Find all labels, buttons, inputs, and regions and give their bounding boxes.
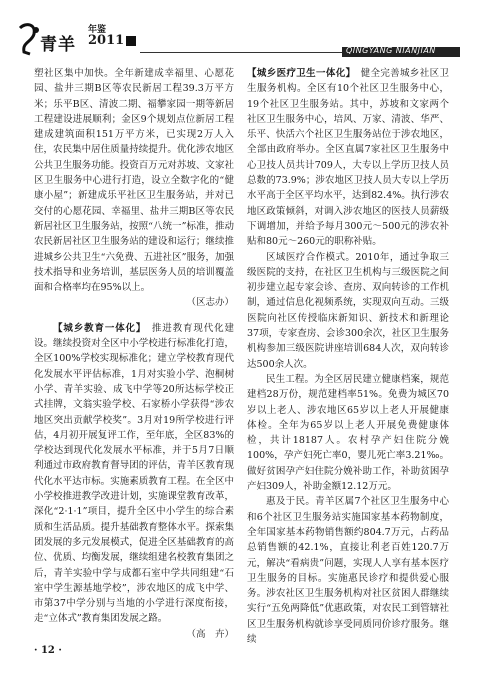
left-paragraph-2-text: 推进教育现代化建设。继续投资对全区中小学校进行标准化打造，全区100%学校实现标准化；建立学校教育现代化发展水平评估标准，1月对实验小学、泡桐树小学、青羊实验、成飞中学等20所达标学校正式挂牌，文翁实验学校、石家桥小学获得“涉农地区突出贡献学校奖”。3月对19所学校进行评估，4月初开展复评工作，至年底，全区83%的学校达到现代化发展水平标准，并于5月7日顺利通过市政府教育督导团的评估，青羊区教育现代化水平达市标。实施素质教育工程。在全区中小学校推进教学改进计划，实施课堂教育改革，深化“2·1·1”项目，提升全区中小学生的综合素质和生活品质。提升基础教育整体水平。探索集团发展的多元发展模式，促进全区基础教育的高位、优质、均衡发展，继续组建名校教育集团之后，青羊实验中学与成都石室中学共同组建“石室中学生源基地学校”，涉农地区的成飞中学、市第37中学分别与当地的小学进行深度衔接，走“立体式”教育集团发展之路。: [34, 322, 234, 625]
right-paragraph-2: 区域医疗合作模式。2010年，通过争取三级医院的支持，在社区卫生机构与三级医院之间初步建立起专家会诊、查房、双向转诊的工作机制，通过信息化视频系统，实现双向互动。三级医院向社区传授临床新知识、新技术和新理论37项，专家查房、会诊300余次，社区卫生服务机构参加三级医院讲座培训684人次，双向转诊达500余人次。: [247, 251, 449, 370]
section-title-health: 【城乡医疗卫生一体化】: [247, 68, 351, 79]
brand-label: 年鉴: [88, 25, 107, 35]
header-band-text: QINGYANG NIANJIAN: [346, 46, 436, 55]
right-paragraph-3: 民生工程。为全区居民建立健康档案，规范建档28万份，规范建档率51%。免费为城区70岁以上老人、涉农地区65岁以上老人开展健康体检。全年为65岁以上老人开展免费健康体检，共计18187人。农村孕产妇住院分娩100%，孕产妇死亡率0，婴儿死亡率3.21‰。做好贫困孕产妇住院分娩补助工作，补助贫困孕产妇309人，补助金额12.12万元。: [247, 373, 449, 493]
left-signature-2: （高 卉）: [186, 628, 234, 640]
brand-mark: [126, 36, 136, 46]
brand-logo-icon: [14, 20, 144, 60]
right-paragraph-4: 惠及于民。青羊区属7个社区卫生服务中心和6个社区卫生服务站实施国家基本药物制度，全年国家基本药物销售额约804.7万元，占药品总销售额的42.1%，直接让利老百姓120.7万元，解决“看病贵”问题，实现人人享有基本医疗卫生服务的目标。实施惠民诊疗和提供爱心服务。涉农社区卫生服务机构对社区贫困人群继续实行“五免两降低”优惠政策，对农民工到管辖社区卫生服务机构就诊享受同质同价诊疗服务。继续: [247, 496, 449, 645]
left-paragraph-2: [34, 321, 234, 627]
page-number: · 12 ·: [34, 645, 62, 656]
right-paragraph-1: [247, 66, 449, 250]
section-title-education: 【城乡教育一体化】: [53, 322, 142, 334]
left-paragraph-1: 塑社区集中加快。全年新建成幸福里、心愿花园、盐井三期B区等农民新居工程39.3万平方米；乐平B区、清波二期、福攀家园一期等新居工程建设进展顺利；金区9个规划点位新居工程建成建筑面积151万平方米，已实现2万人入住，农民集中居住质量持续提升。优化涉农地区公共卫生服务功能。投资百万元对苏坡、文家社区卫生服务中心进行打造，设立全数字化的“健康小屋”；新建成乐平社区卫生服务站，并对已交付的心愿花园、幸福里、盐井三期B区等农民新居社区卫生服务站，按照“八统一”标准，推动农民新居社区卫生服务站的建设和运行；继续推进城乡公共卫生“六免费、五进社区”服务，加强技术指导和业务培训，基层医务人员的培训覆盖面和合格率均在95%以上。: [34, 68, 234, 294]
left-signature-1: （区志办）: [186, 297, 234, 309]
left-column: [34, 66, 234, 642]
right-column: [247, 66, 449, 647]
right-paragraph-1-text: 健全完善城乡社区卫生服务机构。全区有10个社区卫生服务中心，19个社区卫生服务站。其中，苏坡和文家两个社区卫生服务中心，培风、万家、清波、华严、乐平、快活六个社区卫生服务站位于涉农地区，全部由政府举办。全区直属7家社区卫生服务中心卫技人员共计709人，大专以上学历卫技人员总数的73.9%；涉农地区卫技人员大专以上学历水平高于全区平均水平，达到82.4%。执行涉农地区政策倾斜，对调入涉农地区的医技人员薪级下调增加，并给予每月300元～500元的涉农补贴和80元～260元的职称补贴。: [247, 68, 449, 248]
page-header: [0, 0, 480, 62]
brand-name: 青羊: [40, 35, 76, 55]
brand-year: 2011: [88, 33, 125, 48]
